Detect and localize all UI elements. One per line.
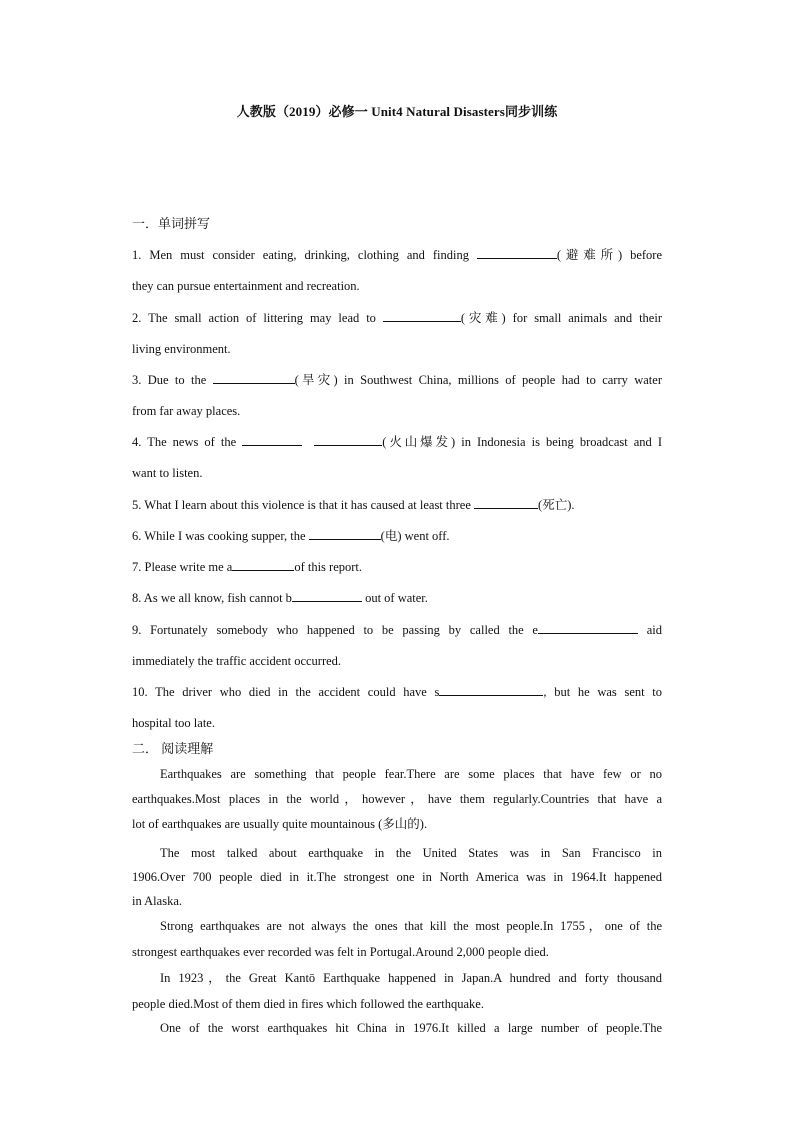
question-line <box>132 271 662 302</box>
question-line <box>132 427 662 458</box>
line-text: (旱灾) in Southwest China, millions of people had to carry water <box>294 373 662 387</box>
line-text: (灾难) for small animals and their <box>460 311 662 325</box>
passage-line: people died.Most of them died in fires which followed the earthquake. <box>132 997 484 1011</box>
line-text: out of water. <box>361 591 428 605</box>
passage-line: in Alaska. <box>132 894 182 908</box>
line-text: aid <box>637 623 662 637</box>
question-line <box>132 615 662 646</box>
question-line <box>132 521 662 552</box>
question-line <box>132 365 662 396</box>
answer-blank[interactable] <box>538 621 638 634</box>
line-text: (电) went off. <box>380 529 450 543</box>
question-line <box>132 303 662 334</box>
question-line <box>132 334 662 365</box>
line-text: 5. What I learn about this violence is that it has caused at least three <box>132 498 475 512</box>
answer-blank[interactable] <box>213 371 295 384</box>
line-text: (避难所) before <box>556 248 663 262</box>
line-text: (火山爆发) in Indonesia is being broadcast and I <box>382 435 663 449</box>
line-text: hospital too late. <box>132 716 215 730</box>
question-line <box>132 708 662 739</box>
answer-blank[interactable] <box>474 496 538 509</box>
line-text: living environment. <box>132 342 231 356</box>
line-text: 10. The driver who died in the accident could have s <box>132 685 440 699</box>
passage-line: 1906.Over 700 people died in it.The strongest one in North America was in 1964.It happened <box>132 870 662 884</box>
question-line <box>132 583 662 614</box>
question-line <box>132 677 662 708</box>
passage-line: Strong earthquakes are not always the ones that kill the most people.In 1755，one of the <box>160 919 662 933</box>
passage-line: One of the worst earthquakes hit China in 1976.It killed a large number of people.The <box>160 1021 662 1035</box>
line-text: 8. As we all know, fish cannot b <box>132 591 292 605</box>
document-title: 人教版（2019）必修一 Unit4 Natural Disasters同步训练 <box>236 104 558 119</box>
line-text: of this report. <box>294 560 363 574</box>
line-text: 6. While I was cooking supper, the <box>132 529 309 543</box>
line-text: want to listen. <box>132 466 203 480</box>
passage-line: lot of earthquakes are usually quite mountainous (多山的). <box>132 817 428 831</box>
line-text: they can pursue entertainment and recreation. <box>132 279 360 293</box>
line-text: immediately the traffic accident occurred. <box>132 654 342 668</box>
line-text: 1. Men must consider eating, drinking, clothing and finding <box>132 248 477 262</box>
section-heading-reading: 二． 阅读理解 <box>132 741 214 756</box>
line-text: (死亡). <box>538 498 575 512</box>
passage-line: In 1923，the Great Kantō Earthquake happened in Japan.A hundred and forty thousand <box>160 971 662 985</box>
answer-blank[interactable] <box>439 683 543 696</box>
passage-line: Earthquakes are something that people fear.There are some places that have few or no <box>160 767 662 781</box>
answer-blank[interactable] <box>242 433 302 446</box>
line-text: , but he was sent to <box>543 685 663 699</box>
passage-line: The most talked about earthquake in the United States was in San Francisco in <box>160 846 662 860</box>
answer-blank[interactable] <box>314 433 382 446</box>
answer-blank[interactable] <box>383 309 461 322</box>
question-line <box>132 646 662 677</box>
line-text: 2. The small action of littering may lead to <box>132 311 383 325</box>
answer-blank[interactable] <box>309 527 381 540</box>
passage-line: strongest earthquakes ever recorded was felt in Portugal.Around 2,000 people died. <box>132 945 549 959</box>
question-line <box>132 458 662 489</box>
line-text: 3. Due to the <box>132 373 213 387</box>
answer-blank[interactable] <box>292 589 362 602</box>
question-line <box>132 490 662 521</box>
passage-line: earthquakes.Most places in the world，however，have them regularly.Countries that have a <box>132 792 662 806</box>
answer-blank[interactable] <box>477 246 557 259</box>
line-text: 9. Fortunately somebody who happened to be passing by called the e <box>132 623 538 637</box>
line-text: 7. Please write me a <box>132 560 233 574</box>
answer-blank[interactable] <box>232 558 294 571</box>
question-line <box>132 552 662 583</box>
question-line <box>132 396 662 427</box>
line-text: from far away places. <box>132 404 241 418</box>
line-text: 4. The news of the <box>132 435 243 449</box>
question-line <box>132 240 662 271</box>
section-heading-spelling: 一．单词拼写 <box>132 216 211 231</box>
